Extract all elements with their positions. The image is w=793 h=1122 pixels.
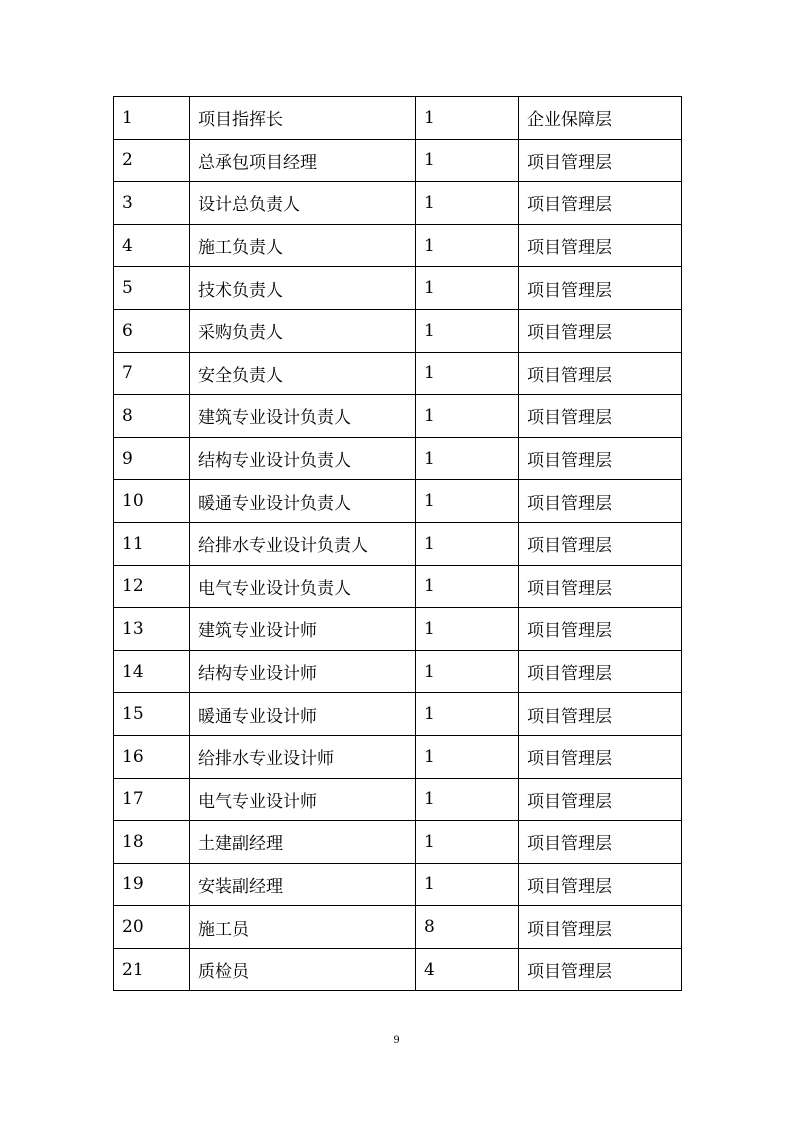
table-row xyxy=(114,522,682,565)
level-cell: 项目管理层 xyxy=(519,608,682,651)
level-cell: 项目管理层 xyxy=(519,182,682,225)
table-row xyxy=(114,948,682,991)
level-cell: 项目管理层 xyxy=(519,480,682,523)
count-cell: 4 xyxy=(416,948,519,991)
table-row xyxy=(114,224,682,267)
row-number-cell: 13 xyxy=(114,608,190,651)
table-row xyxy=(114,906,682,949)
table-row xyxy=(114,395,682,438)
count-cell: 1 xyxy=(416,821,519,864)
level-cell: 项目管理层 xyxy=(519,735,682,778)
row-number-cell: 18 xyxy=(114,821,190,864)
row-number-cell: 16 xyxy=(114,735,190,778)
row-number-cell: 15 xyxy=(114,693,190,736)
staffing-table-container xyxy=(113,96,681,991)
row-number-cell: 12 xyxy=(114,565,190,608)
row-number-cell: 8 xyxy=(114,395,190,438)
staffing-table xyxy=(113,96,682,991)
table-row xyxy=(114,778,682,821)
count-cell: 1 xyxy=(416,437,519,480)
count-cell: 8 xyxy=(416,906,519,949)
count-cell: 1 xyxy=(416,139,519,182)
count-cell: 1 xyxy=(416,693,519,736)
table-row xyxy=(114,182,682,225)
level-cell: 项目管理层 xyxy=(519,650,682,693)
position-cell: 结构专业设计师 xyxy=(190,650,416,693)
position-cell: 给排水专业设计师 xyxy=(190,735,416,778)
row-number-cell: 21 xyxy=(114,948,190,991)
level-cell: 项目管理层 xyxy=(519,224,682,267)
table-row xyxy=(114,608,682,651)
level-cell: 项目管理层 xyxy=(519,395,682,438)
level-cell: 项目管理层 xyxy=(519,437,682,480)
count-cell: 1 xyxy=(416,778,519,821)
row-number-cell: 11 xyxy=(114,522,190,565)
position-cell: 给排水专业设计负责人 xyxy=(190,522,416,565)
row-number-cell: 14 xyxy=(114,650,190,693)
position-cell: 暖通专业设计师 xyxy=(190,693,416,736)
level-cell: 项目管理层 xyxy=(519,906,682,949)
count-cell: 1 xyxy=(416,224,519,267)
row-number-cell: 10 xyxy=(114,480,190,523)
level-cell: 项目管理层 xyxy=(519,778,682,821)
row-number-cell: 5 xyxy=(114,267,190,310)
staffing-table-body xyxy=(114,97,682,991)
row-number-cell: 1 xyxy=(114,97,190,140)
table-row xyxy=(114,565,682,608)
count-cell: 1 xyxy=(416,480,519,523)
position-cell: 总承包项目经理 xyxy=(190,139,416,182)
position-cell: 采购负责人 xyxy=(190,309,416,352)
count-cell: 1 xyxy=(416,352,519,395)
table-row xyxy=(114,352,682,395)
level-cell: 项目管理层 xyxy=(519,821,682,864)
count-cell: 1 xyxy=(416,182,519,225)
table-row xyxy=(114,693,682,736)
position-cell: 项目指挥长 xyxy=(190,97,416,140)
position-cell: 安装副经理 xyxy=(190,863,416,906)
position-cell: 质检员 xyxy=(190,948,416,991)
position-cell: 电气专业设计负责人 xyxy=(190,565,416,608)
row-number-cell: 4 xyxy=(114,224,190,267)
position-cell: 暖通专业设计负责人 xyxy=(190,480,416,523)
count-cell: 1 xyxy=(416,650,519,693)
level-cell: 项目管理层 xyxy=(519,565,682,608)
row-number-cell: 19 xyxy=(114,863,190,906)
row-number-cell: 20 xyxy=(114,906,190,949)
level-cell: 项目管理层 xyxy=(519,309,682,352)
level-cell: 项目管理层 xyxy=(519,522,682,565)
table-row xyxy=(114,139,682,182)
level-cell: 项目管理层 xyxy=(519,139,682,182)
level-cell: 项目管理层 xyxy=(519,863,682,906)
count-cell: 1 xyxy=(416,395,519,438)
count-cell: 1 xyxy=(416,735,519,778)
level-cell: 项目管理层 xyxy=(519,693,682,736)
position-cell: 安全负责人 xyxy=(190,352,416,395)
count-cell: 1 xyxy=(416,608,519,651)
count-cell: 1 xyxy=(416,309,519,352)
level-cell: 企业保障层 xyxy=(519,97,682,140)
count-cell: 1 xyxy=(416,97,519,140)
row-number-cell: 2 xyxy=(114,139,190,182)
row-number-cell: 6 xyxy=(114,309,190,352)
level-cell: 项目管理层 xyxy=(519,948,682,991)
table-row xyxy=(114,437,682,480)
position-cell: 建筑专业设计负责人 xyxy=(190,395,416,438)
position-cell: 技术负责人 xyxy=(190,267,416,310)
row-number-cell: 3 xyxy=(114,182,190,225)
count-cell: 1 xyxy=(416,522,519,565)
table-row xyxy=(114,735,682,778)
table-row xyxy=(114,863,682,906)
level-cell: 项目管理层 xyxy=(519,352,682,395)
row-number-cell: 17 xyxy=(114,778,190,821)
table-row xyxy=(114,97,682,140)
position-cell: 施工负责人 xyxy=(190,224,416,267)
count-cell: 1 xyxy=(416,267,519,310)
position-cell: 电气专业设计师 xyxy=(190,778,416,821)
row-number-cell: 7 xyxy=(114,352,190,395)
position-cell: 建筑专业设计师 xyxy=(190,608,416,651)
position-cell: 结构专业设计负责人 xyxy=(190,437,416,480)
table-row xyxy=(114,267,682,310)
table-row xyxy=(114,480,682,523)
count-cell: 1 xyxy=(416,565,519,608)
position-cell: 设计总负责人 xyxy=(190,182,416,225)
table-row xyxy=(114,821,682,864)
row-number-cell: 9 xyxy=(114,437,190,480)
level-cell: 项目管理层 xyxy=(519,267,682,310)
table-row xyxy=(114,309,682,352)
position-cell: 施工员 xyxy=(190,906,416,949)
table-row xyxy=(114,650,682,693)
page-number: 9 xyxy=(393,1035,400,1046)
count-cell: 1 xyxy=(416,863,519,906)
position-cell: 土建副经理 xyxy=(190,821,416,864)
